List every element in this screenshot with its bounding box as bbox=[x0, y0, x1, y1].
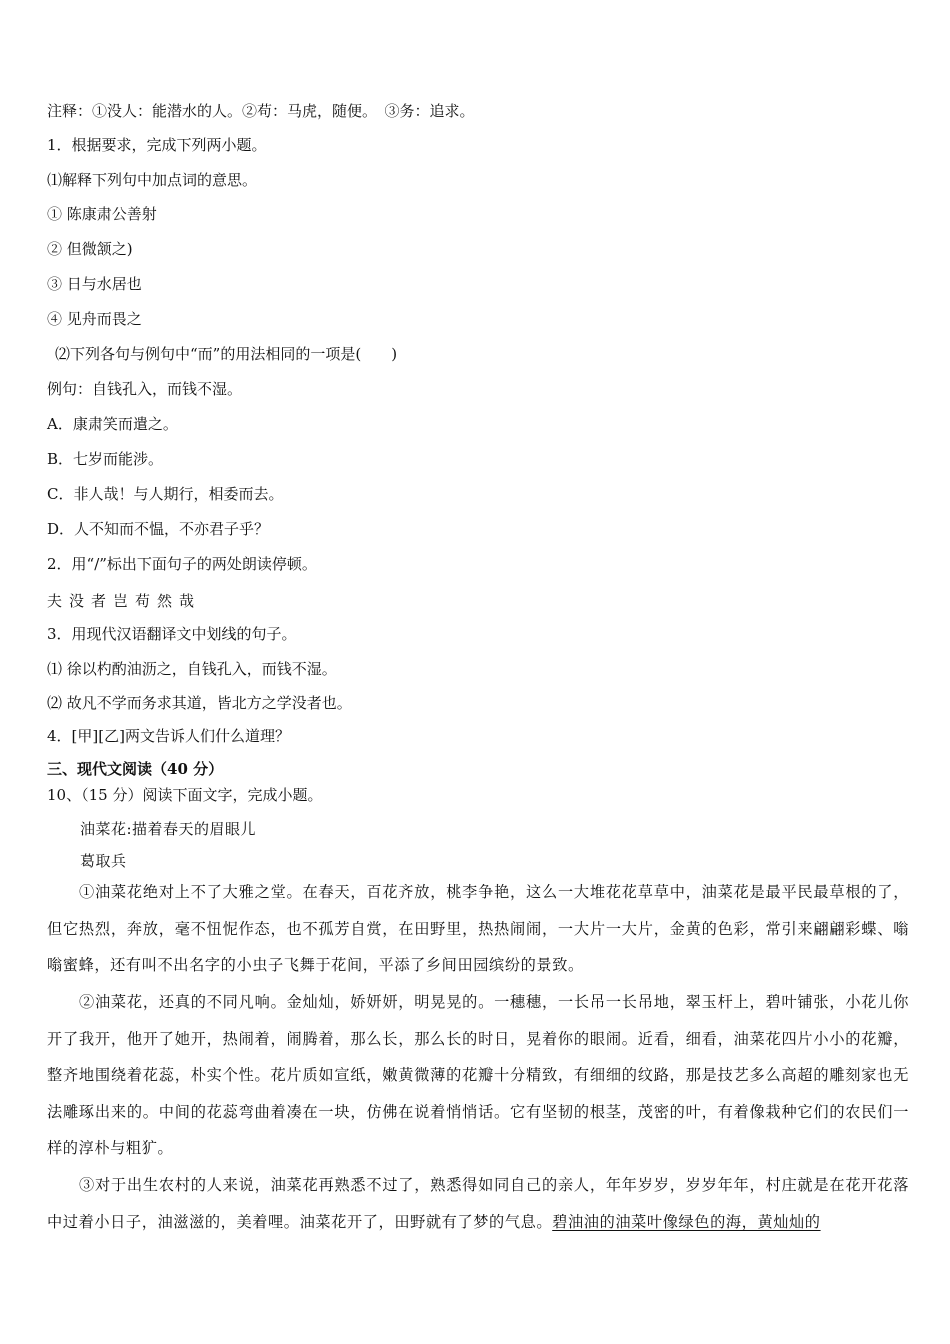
passage-paragraph-1: ①油菜花绝对上不了大雅之堂。在春天，百花齐放，桃李争艳，这么一大堆花花草草中，油菜花是最平民最草根的了，但它热烈，奔放，毫不忸怩作态，也不孤芳自赏，在田野里，热热闹闹，一大片一大片，金黄的色彩，常引来翩翩彩蝶、嗡嗡蜜蜂，还有叫不出名字的小虫子飞舞于花间，平添了乡间田园缤纷的景致。 bbox=[47, 883, 909, 974]
question-1-part-2: ⑵下列各句与例句中“而”的用法相同的一项是( ) bbox=[55, 345, 398, 363]
item-4: ④ 见舟而畏之 bbox=[47, 310, 142, 328]
item-3: ③ 日与水居也 bbox=[47, 275, 142, 293]
underlined-sentence: 碧油油的油菜叶像绿色的海，黄灿灿的 bbox=[552, 1212, 821, 1231]
passage-title: 油菜花:描着春天的眉眼儿 bbox=[80, 820, 257, 838]
pause-sentence: 夫没者岂苟然哉 bbox=[47, 592, 202, 610]
paragraph-3-text: ③对于出生农村的人来说，油菜花再熟悉不过了，熟悉得如同自己的亲人，年年岁岁，岁岁年年，村庄就是在花开花落中过着小日子，油滋滋的，美着哩。油菜花开了，田野就有了梦的气息。 bbox=[47, 1176, 909, 1231]
option-b: B．七岁而能涉。 bbox=[47, 450, 164, 468]
example-sentence: 例句：自钱孔入，而钱不湿。 bbox=[47, 380, 243, 398]
translate-item-2: ⑵ 故凡不学而务求其道，皆北方之学没者也。 bbox=[47, 694, 352, 712]
question-3: 3．用现代汉语翻译文中划线的句子。 bbox=[47, 625, 297, 643]
item-2: ② 但微颔之) bbox=[47, 240, 133, 258]
question-2: 2．用“/”标出下面句子的两处朗读停顿。 bbox=[47, 555, 317, 573]
option-a: A．康肃笑而遣之。 bbox=[47, 415, 178, 433]
annotation-notes: 注释：①没人：能潜水的人。②苟：马虎，随便。 ③务：追求。 bbox=[47, 102, 475, 120]
translate-item-1: ⑴ 徐以杓酌油沥之，自钱孔入，而钱不湿。 bbox=[47, 660, 337, 678]
option-d: D．人不知而不愠，不亦君子乎？ bbox=[47, 520, 270, 538]
passage-paragraph-2: ②油菜花，还真的不同凡响。金灿灿，娇妍妍，明晃晃的。一穗穗，一长吊一长吊地，翠玉杆上，碧叶铺张，小花儿你开了我开，他开了她开，热闹着，闹腾着，那么长，那么长的时日，晃着你的眼闹。近看，细看，油菜花四片小小的花瓣，整齐地围绕着花蕊，朴实个性。花片质如宣纸，嫩黄微薄的花瓣十分精致，有细细的纹路，那是技艺多么高超的雕刻家也无法雕琢出来的。中间的花蕊弯曲着凑在一块，仿佛在说着悄悄话。它有坚韧的根茎，茂密的叶，有着像栽种它们的农民们一样的淳朴与粗犷。 bbox=[47, 993, 909, 1157]
passage-author: 葛取兵 bbox=[80, 852, 127, 870]
item-1: ① 陈康肃公善射 bbox=[47, 205, 157, 223]
question-1: 1．根据要求，完成下列两小题。 bbox=[47, 136, 267, 154]
question-1-part-1: ⑴解释下列句中加点词的意思。 bbox=[47, 171, 258, 189]
option-c: C．非人哉！与人期行，相委而去。 bbox=[47, 485, 284, 503]
section-heading: 三、现代文阅读（40 分） bbox=[47, 760, 224, 778]
question-4: 4．[甲][乙]两文告诉人们什么道理？ bbox=[47, 727, 290, 745]
question-10: 10、（15 分）阅读下面文字，完成小题。 bbox=[47, 786, 323, 804]
passage-paragraph-3 bbox=[47, 1167, 909, 1240]
